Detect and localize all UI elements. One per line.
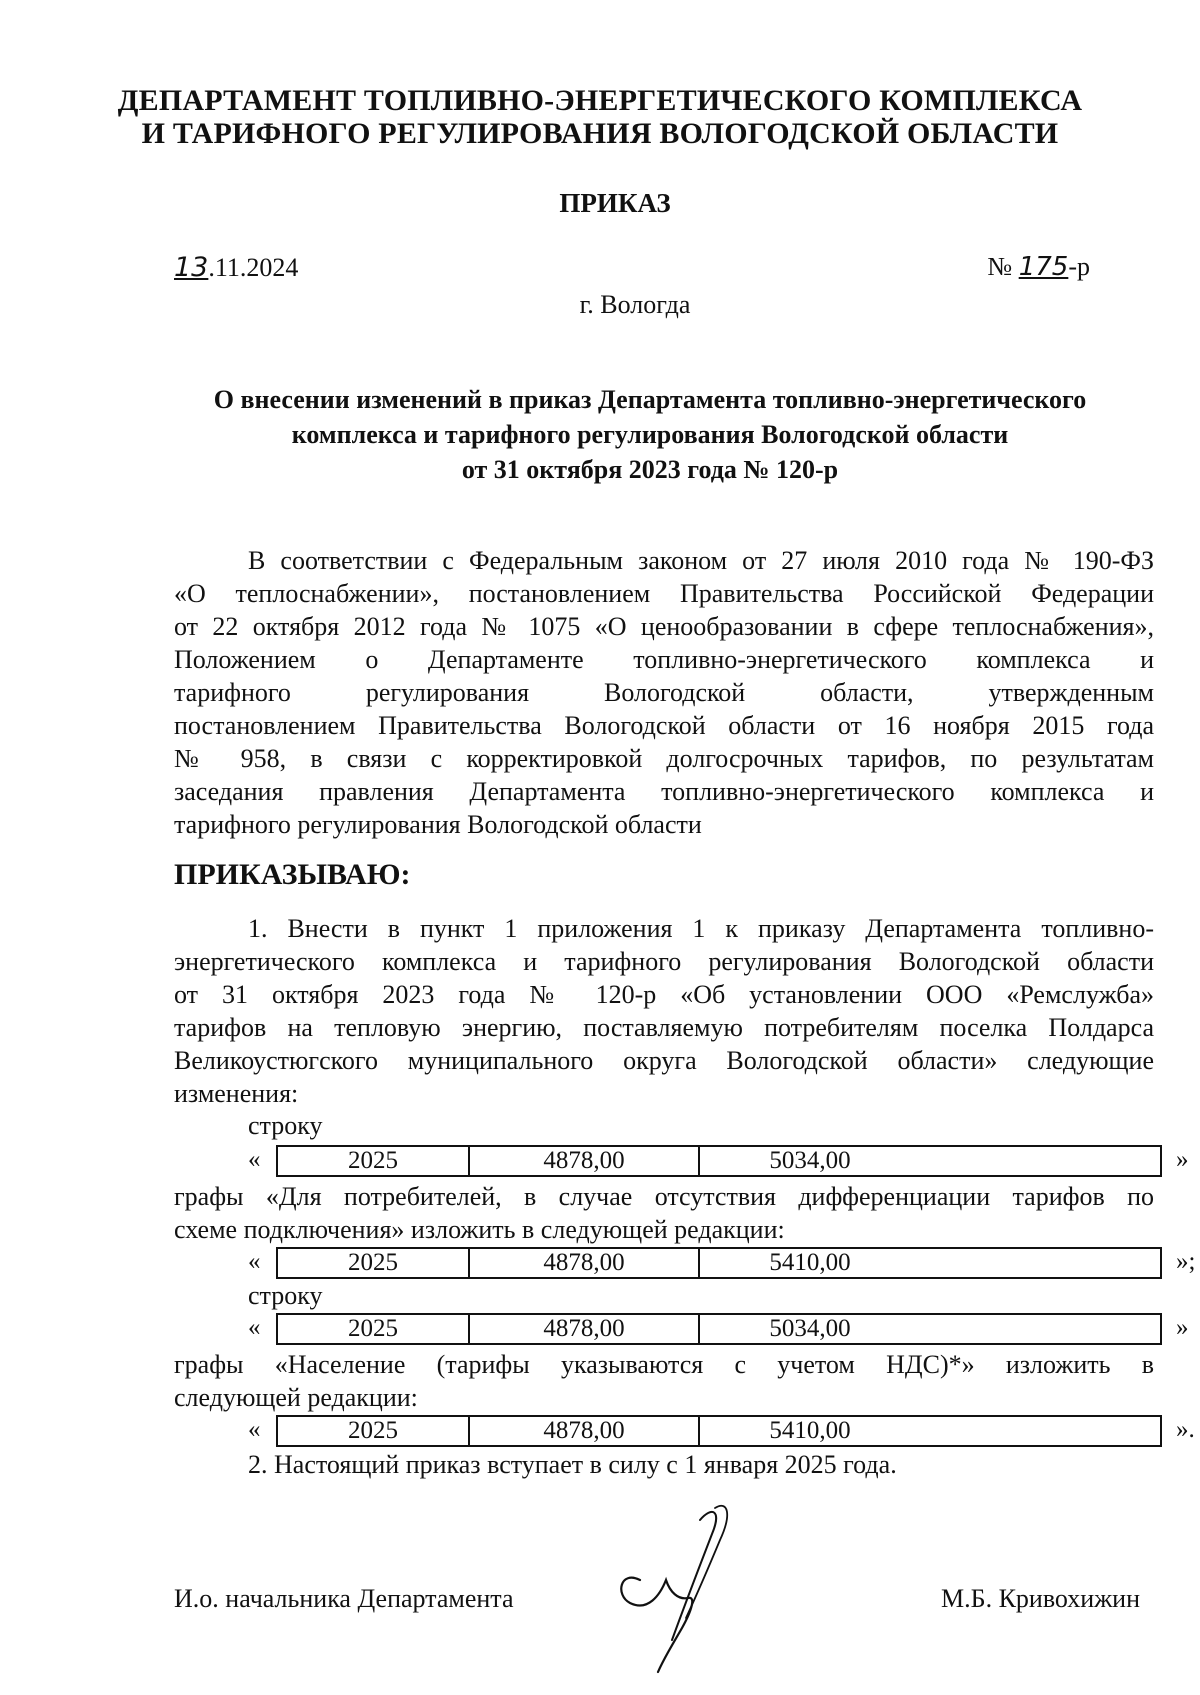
number-prefix: № [987,252,1019,281]
tariff-cell-second-half: 5034,00 [769,1315,851,1342]
preamble-line: В соответствии с Федеральным законом от 27 июля 2010 года № 190-ФЗ [248,546,1154,575]
item1-line: энергетического комплекса и тарифного регулирования Вологодской области [174,947,1154,976]
date-day-handwritten: 13 [174,252,209,283]
open-quote: « [248,1146,261,1173]
preamble-line: тарифного регулирования Вологодской области [174,810,702,839]
change-text: схеме подключения» изложить в следующей редакции: [174,1215,785,1244]
number-suffix: -р [1068,252,1090,281]
number-handwritten: 175 [1018,252,1069,282]
city: г. Вологда [579,290,691,319]
item1-line: 1. Внести в пункт 1 приложения 1 к приказу Департамента топливно- [248,914,1154,943]
tariff-table [276,1247,1162,1279]
tariff-cell-first-half: 4878,00 [470,1315,700,1343]
preamble-line: заседания правления Департамента топливно-энергетического комплекса и [174,777,1154,806]
tariff-table [276,1313,1162,1345]
item1-line: от 31 октября 2023 года № 120-р «Об установлении ООО «Ремслужба» [174,980,1154,1009]
order-date [174,252,298,283]
department-name-line1: ДЕПАРТАМЕНТ ТОПЛИВНО-ЭНЕРГЕТИЧЕСКОГО КОМПЛЕКСА [117,84,1083,117]
handwritten-signature [600,1500,760,1675]
close-quote: ». [1176,1416,1195,1443]
year-cell: 2025 [278,1417,470,1445]
row-word: строку [248,1281,323,1310]
preamble-line: постановлением Правительства Вологодской области от 16 ноября 2015 года [174,711,1154,740]
tariff-cell-second-half: 5034,00 [769,1147,851,1174]
tariff-table [276,1415,1162,1447]
close-quote: »; [1176,1248,1196,1275]
department-name-line2: И ТАРИФНОГО РЕГУЛИРОВАНИЯ ВОЛОГОДСКОЙ ОБЛАСТИ [141,117,1059,150]
preamble-line: Положением о Департаменте топливно-энергетического комплекса и [174,645,1154,674]
tariff-cell-first-half: 4878,00 [470,1249,700,1277]
open-quote: « [248,1314,261,1341]
order-number [987,252,1090,282]
preamble-line: «О теплоснабжении», постановлением Правительства Российской Федерации [174,579,1154,608]
tariff-cell-second-half: 5410,00 [769,1249,851,1276]
item1-line: тарифов на тепловую энергию, поставляемую потребителям поселка Полдарса [174,1013,1154,1042]
tariff-cell-first-half: 4878,00 [470,1417,700,1445]
signature-stroke [621,1578,692,1672]
signature-stroke [672,1512,716,1640]
year-cell: 2025 [278,1249,470,1277]
preamble-line: тарифного регулирования Вологодской области, утвержденным [174,678,1154,707]
tariff-table [276,1145,1162,1177]
order-word: ПРИКАЗЫВАЮ: [174,858,411,891]
tariff-cell-second-half: 5410,00 [769,1417,851,1444]
change-text: графы «Население (тарифы указываются с учетом НДС)*» изложить в [174,1350,1154,1379]
close-quote: » [1176,1146,1189,1173]
item1-line: изменения: [174,1079,299,1108]
item1-line: Великоустюгского муниципального округа Вологодской области» следующие [174,1046,1154,1075]
subject-line: комплекса и тарифного регулирования Вологодской области [291,420,1009,449]
open-quote: « [248,1248,261,1275]
signatory-name: М.Б. Кривохижин [941,1584,1140,1613]
year-cell: 2025 [278,1315,470,1343]
signatory-title: И.о. начальника Департамента [174,1584,514,1613]
preamble-line: № 958, в связи с корректировкой долгосрочных тарифов, по результатам [174,744,1154,773]
year-cell: 2025 [278,1147,470,1175]
subject-line: О внесении изменений в приказ Департамента топливно-энергетического [213,385,1087,414]
tariff-cell-first-half: 4878,00 [470,1147,700,1175]
preamble-line: от 22 октября 2012 года № 1075 «О ценообразовании в сфере теплоснабжения», [174,612,1154,641]
subject-line: от 31 октября 2023 года № 120-р [461,455,839,484]
document-type: ПРИКАЗ [559,188,671,218]
change-text: следующей редакции: [174,1383,418,1412]
change-text: графы «Для потребителей, в случае отсутствия дифференциации тарифов по [174,1182,1154,1211]
row-word: строку [248,1111,323,1140]
date-rest: .11.2024 [208,253,299,282]
item2-line: 2. Настоящий приказ вступает в силу с 1 января 2025 года. [248,1450,897,1479]
open-quote: « [248,1416,261,1443]
close-quote: » [1176,1314,1189,1341]
